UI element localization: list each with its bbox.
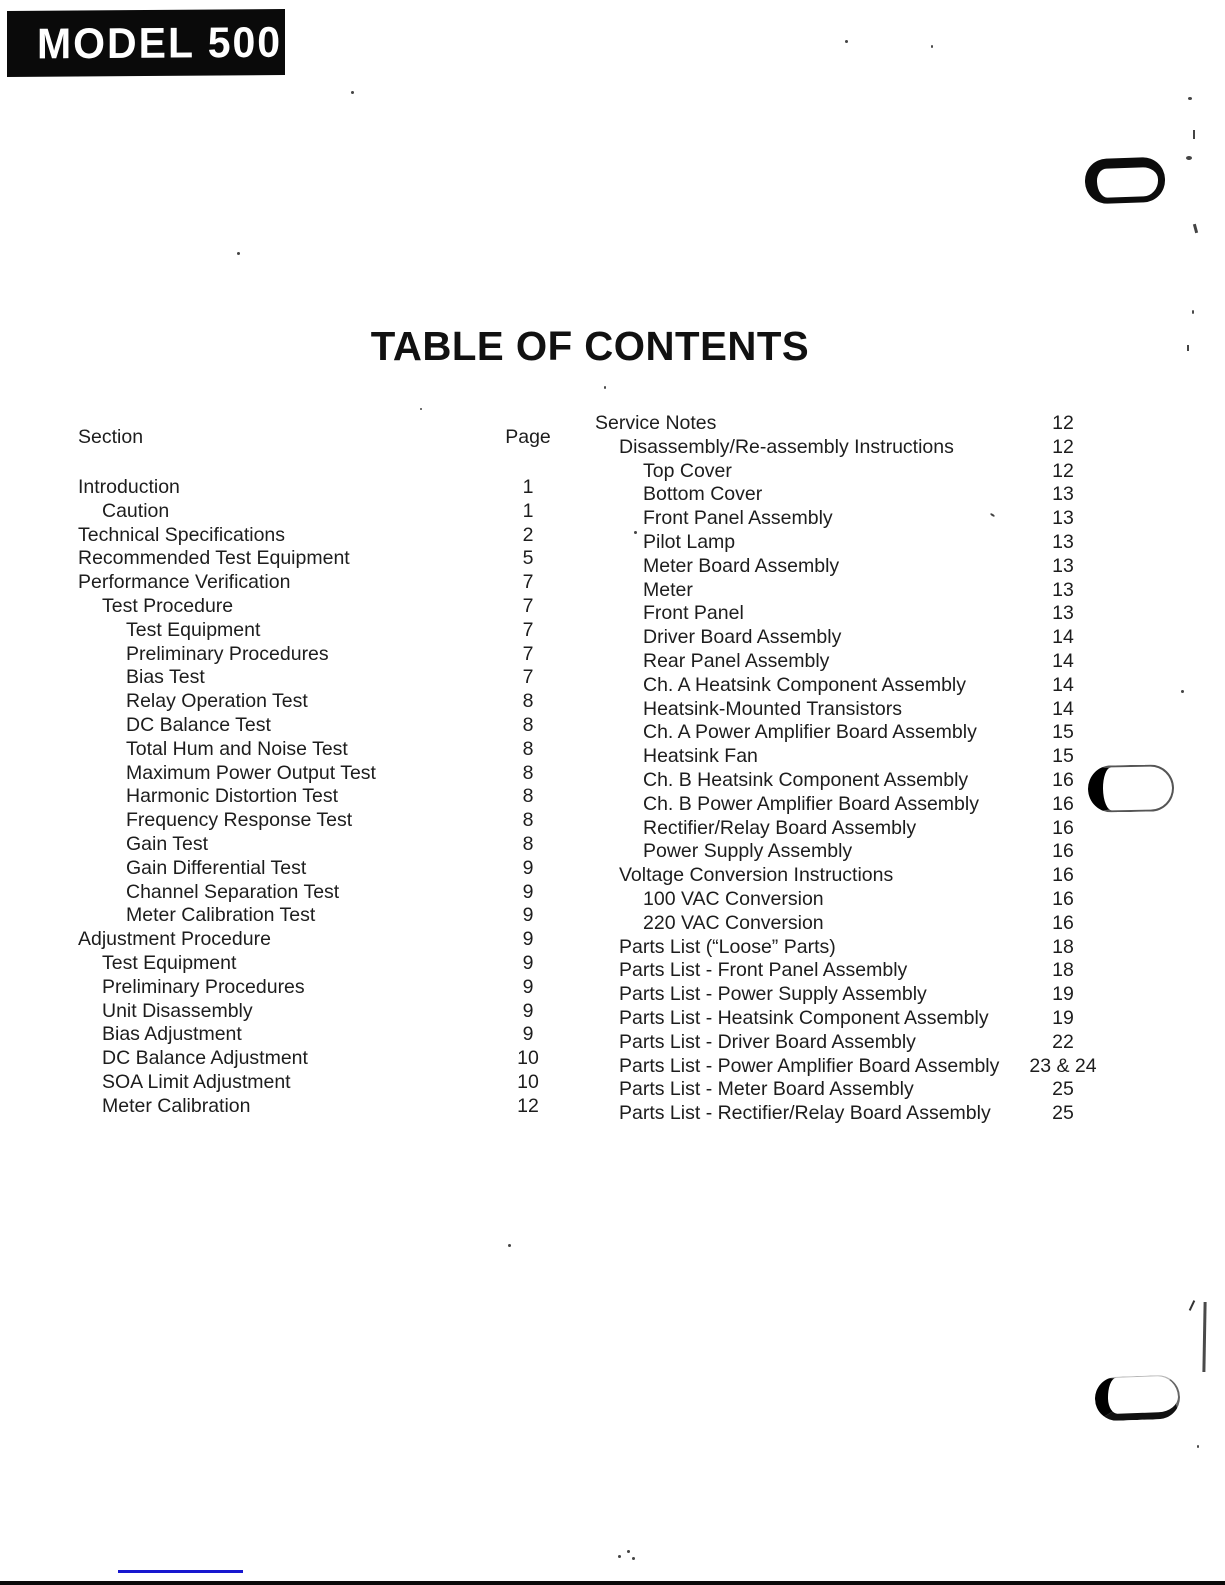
toc-entry (595, 936, 1105, 960)
toc-entry-page: 13 (1052, 507, 1074, 530)
toc-entry (595, 983, 1105, 1007)
toc-entry-label: Preliminary Procedures (102, 975, 305, 998)
scan-speck (1187, 345, 1189, 351)
scan-speck (604, 386, 606, 389)
toc-entry-page: 8 (522, 832, 534, 855)
toc-entry-label: Front Panel Assembly (643, 507, 833, 530)
scan-artifact-vertical-line (1202, 1302, 1206, 1372)
toc-entry-label: Performance Verification (78, 571, 291, 594)
toc-entry-page: 2 (522, 523, 534, 546)
toc-entry-page: 13 (1052, 554, 1074, 577)
toc-entry-page: 23 & 24 (1029, 1054, 1097, 1077)
toc-entry-page: 7 (522, 666, 534, 689)
toc-entry-page: 22 (1052, 1030, 1074, 1053)
toc-entry-label: Gain Differential Test (126, 856, 307, 879)
toc-entry-page: 8 (522, 713, 534, 736)
toc-entry-page: 16 (1052, 864, 1074, 887)
toc-entry-label: Parts List - Power Amplifier Board Assembly (619, 1054, 1000, 1077)
toc-entry-label: Meter Calibration Test (126, 904, 316, 927)
toc-entry-page: 8 (522, 809, 534, 832)
toc-entry-page: 16 (1052, 887, 1074, 910)
toc-entry-label: Service Notes (595, 412, 717, 434)
toc-entry-label: Ch. B Heatsink Component Assembly (643, 768, 969, 791)
toc-entry (595, 1007, 1105, 1031)
toc-entry-page: 14 (1052, 626, 1074, 649)
toc-entry-page: 16 (1052, 816, 1074, 839)
scan-speck (1193, 224, 1198, 233)
toc-entry-label: Top Cover (643, 459, 732, 482)
toc-entry (595, 412, 1105, 436)
scan-bottom-edge (0, 1581, 1225, 1585)
toc-entry-label: Heatsink-Mounted Transistors (643, 697, 903, 720)
toc-entry (595, 817, 1105, 841)
scan-speck (931, 45, 933, 48)
scan-speck (1186, 156, 1192, 160)
toc-entry (78, 738, 556, 762)
toc-entry-label: Channel Separation Test (126, 880, 340, 903)
toc-entry (595, 507, 1105, 531)
toc-entry-page: 7 (522, 594, 534, 617)
toc-entry (78, 1000, 556, 1024)
toc-entry-page: 16 (1052, 840, 1074, 863)
toc-entry-label: Total Hum and Noise Test (126, 737, 348, 760)
toc-entry (595, 959, 1105, 983)
toc-entry (78, 666, 556, 690)
toc-entry-label: Ch. A Heatsink Component Assembly (643, 673, 966, 696)
scan-speck (634, 531, 637, 534)
scan-artifact-pill-middle (1088, 764, 1175, 812)
toc-entry-page: 18 (1052, 935, 1074, 958)
toc-entry-label: Frequency Response Test (126, 809, 353, 832)
toc-entry (78, 952, 556, 976)
scan-speck (618, 1555, 621, 1558)
toc-entry-label: Voltage Conversion Instructions (619, 864, 894, 887)
toc-entry-page: 9 (522, 975, 534, 998)
toc-entry (595, 793, 1105, 817)
toc-entry-page: 9 (522, 951, 534, 974)
toc-entry-label: Pilot Lamp (643, 530, 736, 553)
toc-entry (78, 595, 556, 619)
toc-entry (595, 888, 1105, 912)
toc-entry-page: 12 (1052, 459, 1074, 482)
toc-entry-page: 9 (522, 880, 534, 903)
toc-entry-label: Parts List - Front Panel Assembly (619, 959, 908, 982)
scan-speck (508, 1244, 511, 1247)
toc-entry (595, 531, 1105, 555)
toc-entry-page: 12 (1052, 412, 1074, 434)
toc-entry (78, 571, 556, 595)
scan-speck (1193, 130, 1195, 139)
toc-left-column (78, 476, 556, 1119)
toc-entry-page: 7 (522, 642, 534, 665)
toc-entry-page: 7 (522, 571, 534, 594)
toc-entry-page: 16 (1052, 792, 1074, 815)
toc-entry-label: Technical Specifications (78, 523, 286, 546)
toc-entry (78, 1095, 556, 1119)
toc-entry-page: 12 (1052, 435, 1074, 458)
toc-entry-page: 14 (1052, 673, 1074, 696)
toc-entry (595, 674, 1105, 698)
toc-entry (595, 650, 1105, 674)
toc-entry-page: 19 (1052, 983, 1074, 1006)
toc-entry (78, 476, 556, 500)
toc-entry-page: 8 (522, 785, 534, 808)
toc-entry-page: 12 (517, 1094, 539, 1117)
toc-entry-page: 9 (522, 1023, 534, 1046)
model-banner (7, 9, 285, 77)
toc-header-row (78, 426, 556, 450)
toc-entry-label: DC Balance Adjustment (102, 1047, 308, 1070)
page-header: Page (505, 426, 551, 448)
toc-entry-label: Adjustment Procedure (78, 928, 271, 951)
toc-entry-label: Power Supply Assembly (643, 840, 853, 863)
toc-entry-label: Ch. A Power Amplifier Board Assembly (643, 721, 977, 744)
toc-entry-page: 13 (1052, 578, 1074, 601)
toc-entry-label: Maximum Power Output Test (126, 761, 376, 784)
section-header: Section (78, 426, 144, 448)
toc-entry (78, 500, 556, 524)
toc-entry-page: 14 (1052, 697, 1074, 720)
toc-entry-label: Rectifier/Relay Board Assembly (643, 816, 917, 839)
scan-speck (1192, 310, 1194, 314)
scan-speck (1188, 97, 1192, 100)
toc-entry-label: Parts List - Meter Board Assembly (619, 1078, 914, 1101)
toc-entry-label: Gain Test (126, 832, 209, 855)
scan-artifact-slash (1189, 1300, 1195, 1311)
toc-entry (78, 547, 556, 571)
toc-entry (78, 976, 556, 1000)
toc-entry (595, 555, 1105, 579)
toc-entry-label: Meter Board Assembly (643, 554, 840, 577)
scan-artifact-pill-bottom (1094, 1375, 1180, 1422)
page-title: TABLE OF CONTENTS (370, 323, 810, 369)
toc-entry-label: Harmonic Distortion Test (126, 785, 339, 808)
toc-entry-page: 8 (522, 761, 534, 784)
toc-entry (78, 928, 556, 952)
toc-entry-page: 8 (522, 690, 534, 713)
toc-entry-page: 15 (1052, 745, 1074, 768)
toc-entry-label: Preliminary Procedures (126, 642, 329, 665)
toc-entry-label: Ch. B Power Amplifier Board Assembly (643, 792, 979, 815)
toc-entry (595, 1055, 1105, 1079)
toc-entry-label: Relay Operation Test (126, 690, 308, 713)
toc-entry-page: 8 (522, 737, 534, 760)
toc-entry (595, 579, 1105, 603)
toc-entry (595, 745, 1105, 769)
toc-entry-label: Driver Board Assembly (643, 626, 842, 649)
toc-entry-label: DC Balance Test (126, 713, 271, 736)
toc-entry (595, 1102, 1105, 1126)
toc-entry-page: 1 (522, 499, 534, 522)
toc-entry-page: 19 (1052, 1006, 1074, 1029)
toc-entry-page: 13 (1052, 602, 1074, 625)
toc-entry (595, 460, 1105, 484)
toc-entry (78, 1071, 556, 1095)
scan-speck (420, 408, 422, 410)
toc-entry (78, 643, 556, 667)
scan-artifact-pill-top (1084, 157, 1166, 205)
toc-entry-label: Heatsink Fan (643, 745, 758, 768)
toc-entry-label: Caution (102, 499, 170, 522)
toc-entry-page: 16 (1052, 911, 1074, 934)
scan-speck (845, 40, 848, 43)
toc-entry-page: 14 (1052, 649, 1074, 672)
toc-entry-label: Parts List - Power Supply Assembly (619, 983, 927, 1006)
toc-entry-page: 1 (522, 476, 534, 498)
toc-entry-page: 15 (1052, 721, 1074, 744)
toc-entry-label: Recommended Test Equipment (78, 547, 350, 570)
toc-entry-label: 220 VAC Conversion (643, 911, 824, 934)
toc-entry-page: 5 (522, 547, 534, 570)
toc-entry (78, 619, 556, 643)
toc-entry (595, 1031, 1105, 1055)
toc-entry-label: Parts List - Heatsink Component Assembly (619, 1006, 989, 1029)
toc-entry (78, 809, 556, 833)
toc-entry-label: Parts List - Rectifier/Relay Board Assembly (619, 1102, 991, 1125)
toc-entry-label: Unit Disassembly (102, 999, 253, 1022)
toc-entry (595, 864, 1105, 888)
toc-entry-label: Parts List (“Loose” Parts) (619, 935, 836, 958)
toc-entry-page: 9 (522, 904, 534, 927)
toc-right-column (595, 412, 1105, 1126)
scan-speck (351, 91, 354, 94)
toc-entry (78, 833, 556, 857)
toc-entry (595, 840, 1105, 864)
toc-entry-page: 10 (517, 1047, 539, 1070)
toc-entry-page: 7 (522, 618, 534, 641)
toc-entry-label: Test Procedure (102, 594, 234, 617)
toc-entry-label: Introduction (78, 476, 180, 498)
toc-entry (595, 721, 1105, 745)
toc-entry (78, 881, 556, 905)
toc-entry-label: Meter (643, 578, 693, 601)
scan-speck (237, 252, 240, 255)
toc-entry (595, 912, 1105, 936)
toc-entry-label: SOA Limit Adjustment (102, 1070, 291, 1093)
toc-entry-label: Bias Adjustment (102, 1023, 242, 1046)
toc-entry-label: 100 VAC Conversion (643, 887, 824, 910)
toc-entry (78, 524, 556, 548)
toc-entry (78, 762, 556, 786)
scan-speck (627, 1550, 630, 1553)
toc-entry-page: 10 (517, 1070, 539, 1093)
toc-entry-page: 16 (1052, 768, 1074, 791)
toc-entry (78, 1023, 556, 1047)
toc-entry (78, 904, 556, 928)
toc-entry-label: Test Equipment (102, 951, 237, 974)
toc-entry (595, 436, 1105, 460)
blue-underline-mark (118, 1570, 243, 1573)
toc-entry-label: Bottom Cover (643, 483, 763, 506)
toc-entry (595, 483, 1105, 507)
toc-entry-page: 25 (1052, 1078, 1074, 1101)
toc-entry-page: 9 (522, 928, 534, 951)
toc-entry (78, 714, 556, 738)
toc-entry-page: 13 (1052, 530, 1074, 553)
toc-entry-page: 18 (1052, 959, 1074, 982)
toc-entry (595, 626, 1105, 650)
toc-entry-label: Meter Calibration (102, 1094, 251, 1117)
toc-entry (78, 857, 556, 881)
toc-entry-label: Rear Panel Assembly (643, 649, 830, 672)
scan-speck (1181, 690, 1184, 693)
toc-entry (78, 785, 556, 809)
toc-entry (78, 1047, 556, 1071)
toc-entry (595, 769, 1105, 793)
scan-speck (632, 1557, 635, 1560)
toc-entry-label: Parts List - Driver Board Assembly (619, 1030, 916, 1053)
toc-entry (595, 698, 1105, 722)
toc-entry-label: Test Equipment (126, 618, 261, 641)
toc-entry-label: Disassembly/Re-assembly Instructions (619, 435, 954, 458)
toc-entry-label: Bias Test (126, 666, 205, 689)
scan-speck (1197, 1445, 1199, 1448)
toc-entry-label: Front Panel (643, 602, 744, 625)
toc-entry-page: 9 (522, 999, 534, 1022)
toc-entry-page: 9 (522, 856, 534, 879)
toc-entry (595, 602, 1105, 626)
toc-entry-page: 13 (1052, 483, 1074, 506)
model-banner-label: MODEL 500 (37, 17, 283, 68)
toc-entry-page: 25 (1052, 1102, 1074, 1125)
toc-entry (78, 690, 556, 714)
toc-entry (595, 1078, 1105, 1102)
